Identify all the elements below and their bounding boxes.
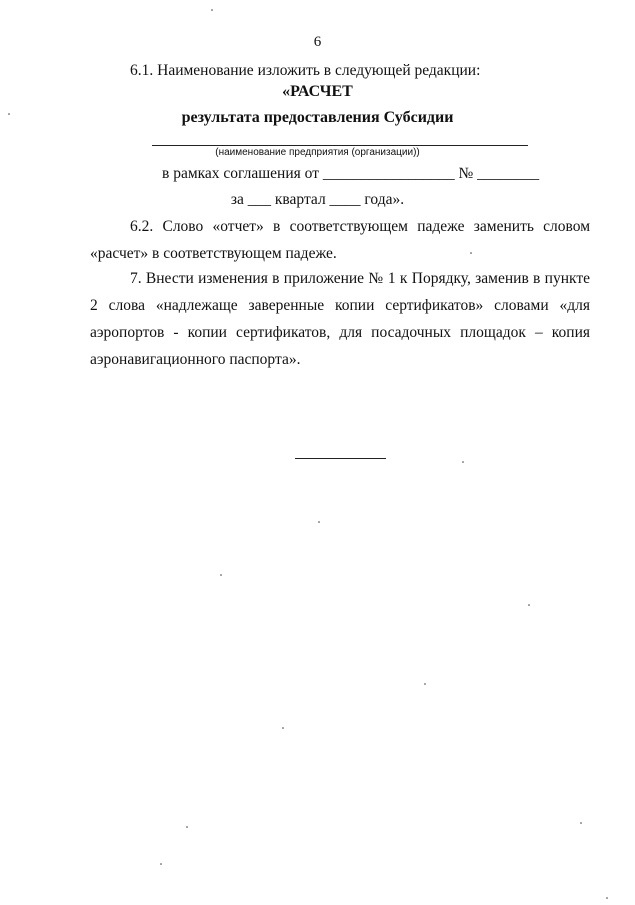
scan-speck [160,863,162,865]
scan-speck [528,604,530,606]
form-title-line1: «РАСЧЕТ [282,83,353,100]
org-name-underline [152,145,528,146]
org-name-caption: (наименование предприятия (организации)) [215,147,420,158]
scan-speck [318,521,320,523]
scan-speck [606,897,608,899]
page-number: 6 [313,34,322,50]
scan-speck [462,461,464,463]
scan-speck [186,826,188,828]
quarter-line: за ___ квартал ____ года». [230,191,405,208]
scan-speck [8,113,10,115]
scan-speck [282,727,284,729]
scan-speck [220,574,222,576]
scan-speck [424,683,426,685]
item-6-2-paragraph: 6.2. Слово «отчет» в соответствующем падеже заменить словом «расчет» в соответствующем падеже. [90,218,590,262]
scan-speck [580,822,582,824]
agreement-line: в рамках соглашения от _________________ № ________ [162,165,540,182]
scan-speck [211,9,213,11]
item-6-1-text: 6.1. Наименование изложить в следующей редакции: [130,62,481,79]
form-title-line2: результата предоставления Субсидии [181,109,454,126]
item-7-paragraph: 7. Внести изменения в приложение № 1 к Порядку, заменив в пункте 2 слова «надлежаще заверенные копии сертификатов» словами «для аэропортов - копии сертификатов, для посадочных площадок – копия аэронавигационного паспорта». [90,270,590,368]
end-separator-line [295,458,386,459]
scan-speck [470,252,472,254]
